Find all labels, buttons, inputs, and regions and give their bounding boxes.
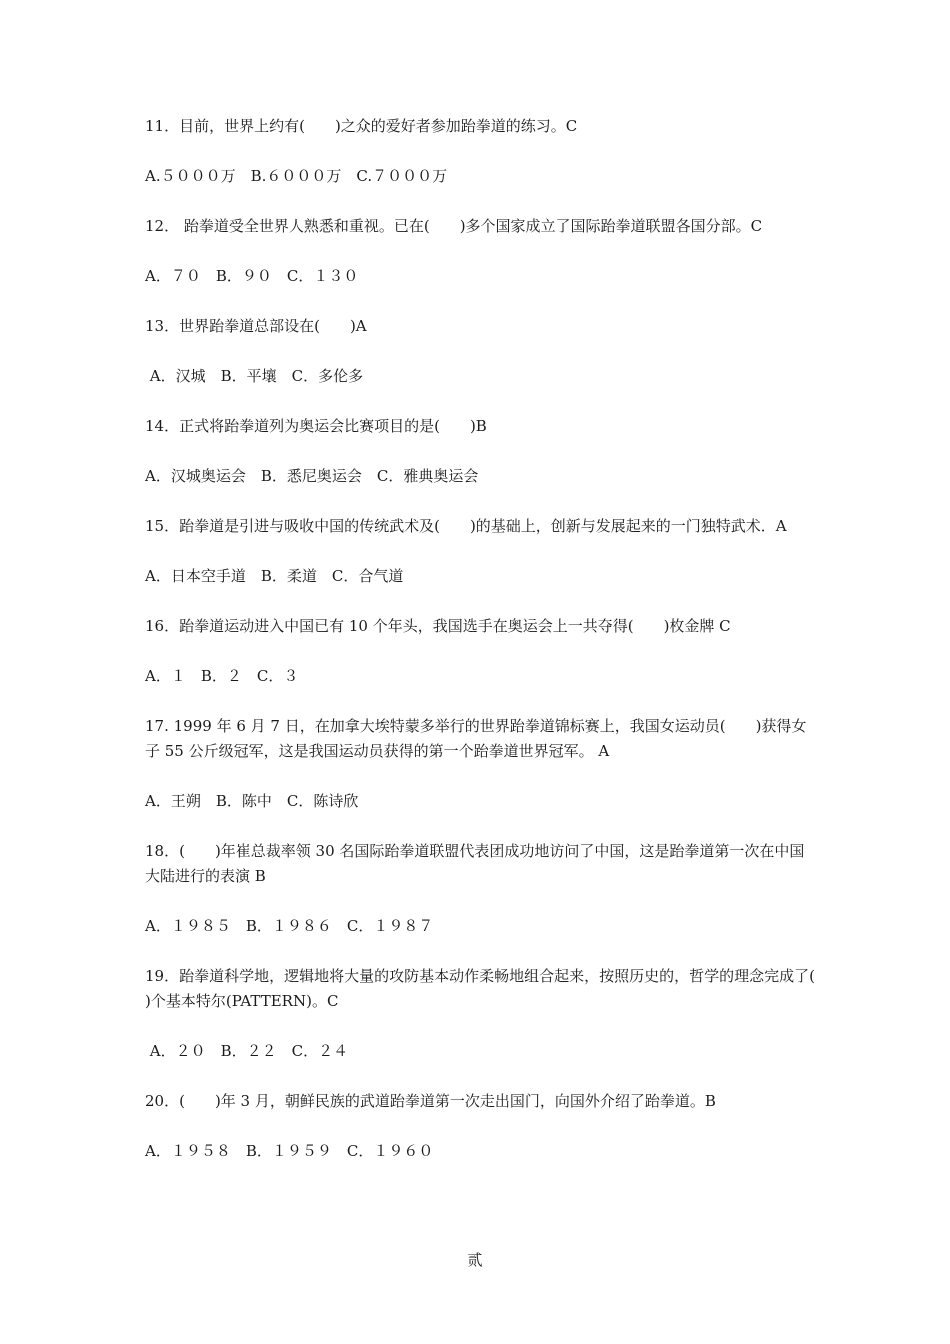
page-footer bbox=[0, 1248, 950, 1273]
question-text: 14．正式将跆拳道列为奥运会比赛项目的是( )B bbox=[145, 417, 487, 435]
question-text: 12． 跆拳道受全世界人熟悉和重视。已在( )多个国家成立了国际跆拳道联盟各国分部。C bbox=[145, 217, 763, 235]
question-options: A．１ B．２ C．３ bbox=[145, 667, 299, 685]
question-options: A．１９５８ B．１９５９ C．１９６０ bbox=[145, 1142, 434, 1160]
question-options: A．王朔 B．陈中 C．陈诗欣 bbox=[145, 792, 359, 810]
question-options: A．７０ B．９０ C．１３０ bbox=[145, 267, 359, 285]
question-list bbox=[145, 114, 845, 1164]
question-text: 16．跆拳道运动进入中国已有 10 个年头，我国选手在奥运会上一共夺得( )枚金牌 C bbox=[145, 617, 731, 635]
question-options: A．１９８５ B．１９８６ C．１９８７ bbox=[145, 917, 434, 935]
question-text: 13．世界跆拳道总部设在( )A bbox=[145, 317, 367, 335]
page-number-label: 贰 bbox=[467, 1251, 483, 1269]
question-options: A．汉城奥运会 B．悉尼奥运会 C．雅典奥运会 bbox=[145, 467, 479, 485]
question-text: 19．跆拳道科学地，逻辑地将大量的攻防基本动作柔畅地组合起来，按照历史的，哲学的理念完成了( )个基本特尔(PATTERN)。C bbox=[145, 967, 845, 1010]
question-text: 20．( )年 3 月，朝鲜民族的武道跆拳道第一次走出国门，向国外介绍了跆拳道。B bbox=[145, 1092, 716, 1110]
question-options: A．日本空手道 B．柔道 C．合气道 bbox=[145, 567, 404, 585]
question-text: 15．跆拳道是引进与吸收中国的传统武术及( )的基础上，创新与发展起来的一门独特武术．A bbox=[145, 517, 787, 535]
question-options: A.５０００万 B.６０００万 C.７０００万 bbox=[145, 167, 448, 185]
question-text: 11．目前，世界上约有( )之众的爱好者参加跆拳道的练习。C bbox=[145, 117, 578, 135]
question-options: A．汉城 B．平壤 C．多伦多 bbox=[145, 367, 364, 385]
question-options: A．２０ B．２２ C．２４ bbox=[145, 1042, 349, 1060]
question-text: 17. 1999 年 6 月 7 日，在加拿大埃特蒙多举行的世界跆拳道锦标赛上，我国女运动员( )获得女子 55 公斤级冠军，这是我国运动员获得的第一个跆拳道世界冠军。 A bbox=[145, 717, 807, 760]
question-text: 18．( )年崔总裁率领 30 名国际跆拳道联盟代表团成功地访问了中国，这是跆拳道第一次在中国大陆进行的表演 B bbox=[145, 842, 805, 885]
